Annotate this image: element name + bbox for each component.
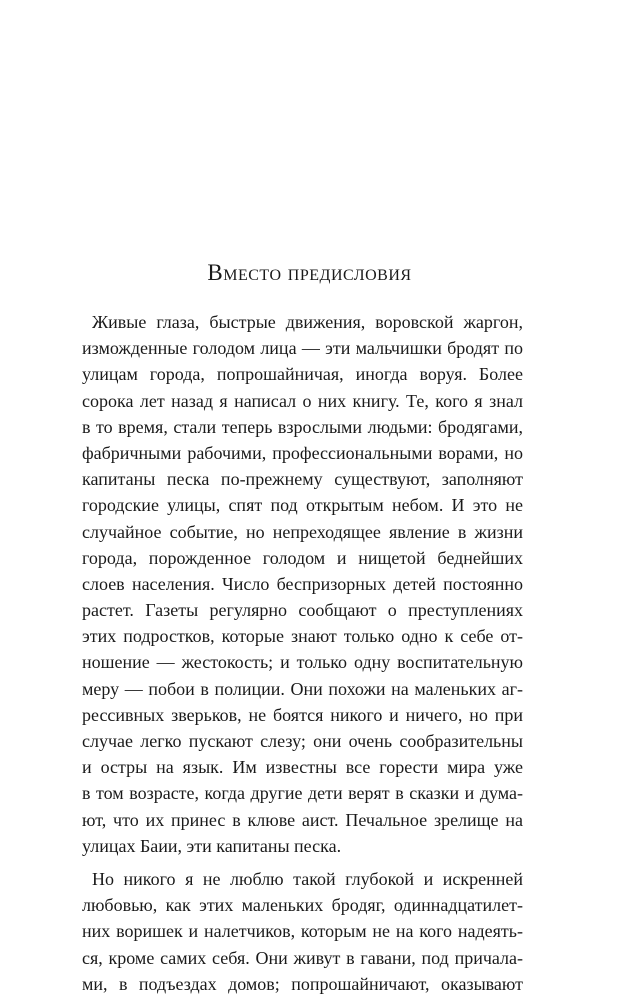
paragraph-1-line: городские улицы, спят под открытым небом. И это не [82,495,523,516]
paragraph-gap [82,859,523,866]
paragraph-2-line: них воришек и налетчиков, которым не на кого надеять- [82,921,523,942]
paragraph-1-line: города, порожденное голодом и нищетой беднейших [82,547,523,568]
paragraph-1-line: ношение — жестокость; и только одну воспитательную [82,652,523,673]
paragraph-1-line: рессивных зверьков, не боятся никого и ничего, но при [82,704,523,725]
paragraph-1-line: изможденные голодом лица — эти мальчишки бродят по [82,338,523,359]
paragraph-1-line: в то время, стали теперь взрослыми людьми: бродягами, [82,416,523,437]
paragraph-1-line: фабричными рабочими, профессиональными ворами, но [82,442,523,463]
paragraph-2-line: Но никого я не люблю такой глубокой и искренней [92,868,523,889]
text-body [82,309,523,997]
paragraph-1-line: ют, что их принес в клюве аист. Печальное зрелище на [82,809,523,830]
paragraph-1-line: растет. Газеты регулярно сообщают о преступлениях [82,600,523,621]
paragraph-1-line: слоев населения. Число беспризорных детей постоянно [82,573,523,594]
paragraph-1-line: этих подростков, которые знают только одно к себе от- [82,626,523,647]
paragraph-2-line: ми, в подъездах домов; попрошайничают, оказывают [82,973,523,994]
paragraph-1-line: улицах Баии, эти капитаны песка. [82,835,342,856]
paragraph-1-line: сорока лет назад я написал о них книгу. Те, кого я знал [82,390,523,411]
paragraph-2-line: любовью, как этих маленьких бродяг, одиннадцатилет- [82,895,523,916]
paragraph-1-line: капитаны песка по-прежнему существуют, заполняют [82,469,523,490]
chapter-heading: Вместо предисловия [207,260,412,285]
paragraph-2-line: ся, кроме самих себя. Они живут в гавани, под причала- [82,947,523,968]
paragraph-1-line: случайное событие, но непреходящее явление в жизни [82,521,523,542]
paragraph-1-line: в том возрасте, когда другие дети верят в сказки и дума- [82,783,523,804]
paragraph-1-line: улицам города, попрошайничая, иногда воруя. Более [82,364,523,385]
paragraph-1-line: случае легко пускают слезу; они очень сообразительны [82,731,523,751]
paragraph-1-line: и остры на язык. Им известны все горести мира уже [82,757,523,778]
paragraph-1-line: Живые глаза, быстрые движения, воровской жаргон, [92,312,523,332]
paragraph-1-line: меру — побои в полиции. Они похожи на маленьких аг- [82,678,523,699]
